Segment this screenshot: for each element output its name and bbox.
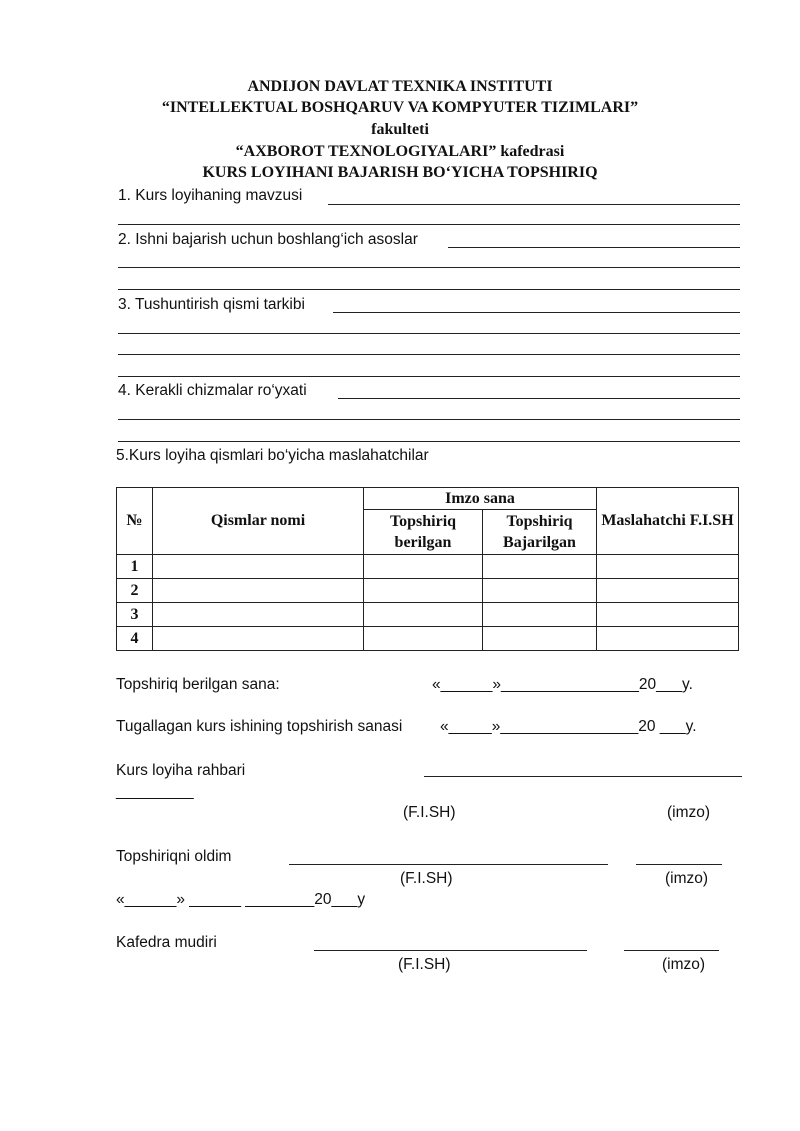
task-received-date-field[interactable]: «______» ______ ________20___y [116,891,366,908]
col-header-advisor: Maslahatchi F.I.SH [597,488,739,555]
col-header-signature-date: Imzo sana [364,488,597,510]
item-topic-field[interactable] [328,204,740,205]
document-title: KURS LOYIHANI BAJARISH BO‘YICHA TOPSHIRIQ [202,164,598,181]
item-drawings-field[interactable] [338,398,740,399]
item-drawings-line[interactable] [118,441,740,442]
institute-title: ANDIJON DAVLAT TEXNIKA INSTITUTI [247,78,553,95]
signature-caption: (imzo) [665,870,709,887]
table-cell[interactable] [364,603,483,627]
table-row-number: 4 [117,627,153,651]
project-leader-signature-field[interactable]: _________ [116,783,194,800]
item-basis-label: 2. Ishni bajarish uchun boshlang‘ich asoslar [118,231,418,248]
signature-caption: (imzo) [667,804,711,821]
col-header-task-completed: Topshiriq Bajarilgan [483,510,597,555]
table-cell[interactable] [153,627,364,651]
task-received-name-field[interactable] [289,864,608,865]
fish-caption: (F.I.SH) [403,804,456,821]
col-header-number: № [117,488,153,555]
project-leader-label: Kurs loyiha rahbari [116,762,246,779]
task-received-label: Topshiriqni oldim [116,848,232,865]
table-cell[interactable] [597,579,739,603]
signature-caption: (imzo) [662,956,706,973]
table-cell[interactable] [364,555,483,579]
table-cell[interactable] [483,579,597,603]
task-given-date-field[interactable]: «______»________________20___y. [432,676,693,693]
table-row-number: 3 [117,603,153,627]
faculty-label: fakulteti [371,121,429,138]
item-topic-line[interactable] [118,224,740,225]
item-topic-label: 1. Kurs loyihaning mavzusi [118,187,303,204]
col-header-task-given: Topshiriq berilgan [364,510,483,555]
table-cell[interactable] [153,555,364,579]
item-advisors-label: 5.Kurs loyiha qismlari bo‘yicha maslahatchilar [116,447,429,464]
table-row-number: 1 [117,555,153,579]
item-drawings-label: 4. Kerakli chizmalar ro‘yxati [118,382,307,399]
department-head-name-field[interactable] [314,950,587,951]
item-basis-field[interactable] [448,247,740,248]
table-cell[interactable] [483,555,597,579]
project-leader-name-field[interactable] [424,776,742,777]
item-explanation-line[interactable] [118,376,740,377]
item-drawings-line[interactable] [118,419,740,420]
department-head-signature-field[interactable] [624,950,719,951]
table-cell[interactable] [483,603,597,627]
table-cell[interactable] [597,627,739,651]
col-header-section-name: Qismlar nomi [153,488,364,555]
item-explanation-field[interactable] [333,312,740,313]
table-cell[interactable] [153,579,364,603]
table-cell[interactable] [597,603,739,627]
table-cell[interactable] [364,627,483,651]
item-basis-line[interactable] [118,267,740,268]
fish-caption: (F.I.SH) [400,870,453,887]
department-name: “AXBOROT TEXNOLOGIYALARI” kafedrasi [235,143,565,160]
table-cell[interactable] [364,579,483,603]
table-cell[interactable] [153,603,364,627]
table-cell[interactable] [483,627,597,651]
submission-date-field[interactable]: «_____»________________20 ___y. [440,718,697,735]
advisors-table [116,487,739,651]
item-explanation-line[interactable] [118,354,740,355]
submission-date-label: Tugallagan kurs ishining topshirish sanasi [116,718,403,735]
item-basis-line[interactable] [118,289,740,290]
task-received-signature-field[interactable] [636,864,722,865]
department-head-label: Kafedra mudiri [116,934,217,951]
fish-caption: (F.I.SH) [398,956,451,973]
faculty-name: “INTELLEKTUAL BOSHQARUV VA KOMPYUTER TIZIMLARI” [161,99,639,116]
item-explanation-line[interactable] [118,333,740,334]
item-explanation-label: 3. Tushuntirish qismi tarkibi [118,296,305,313]
task-given-date-label: Topshiriq berilgan sana: [116,676,280,693]
table-cell[interactable] [597,555,739,579]
table-row-number: 2 [117,579,153,603]
